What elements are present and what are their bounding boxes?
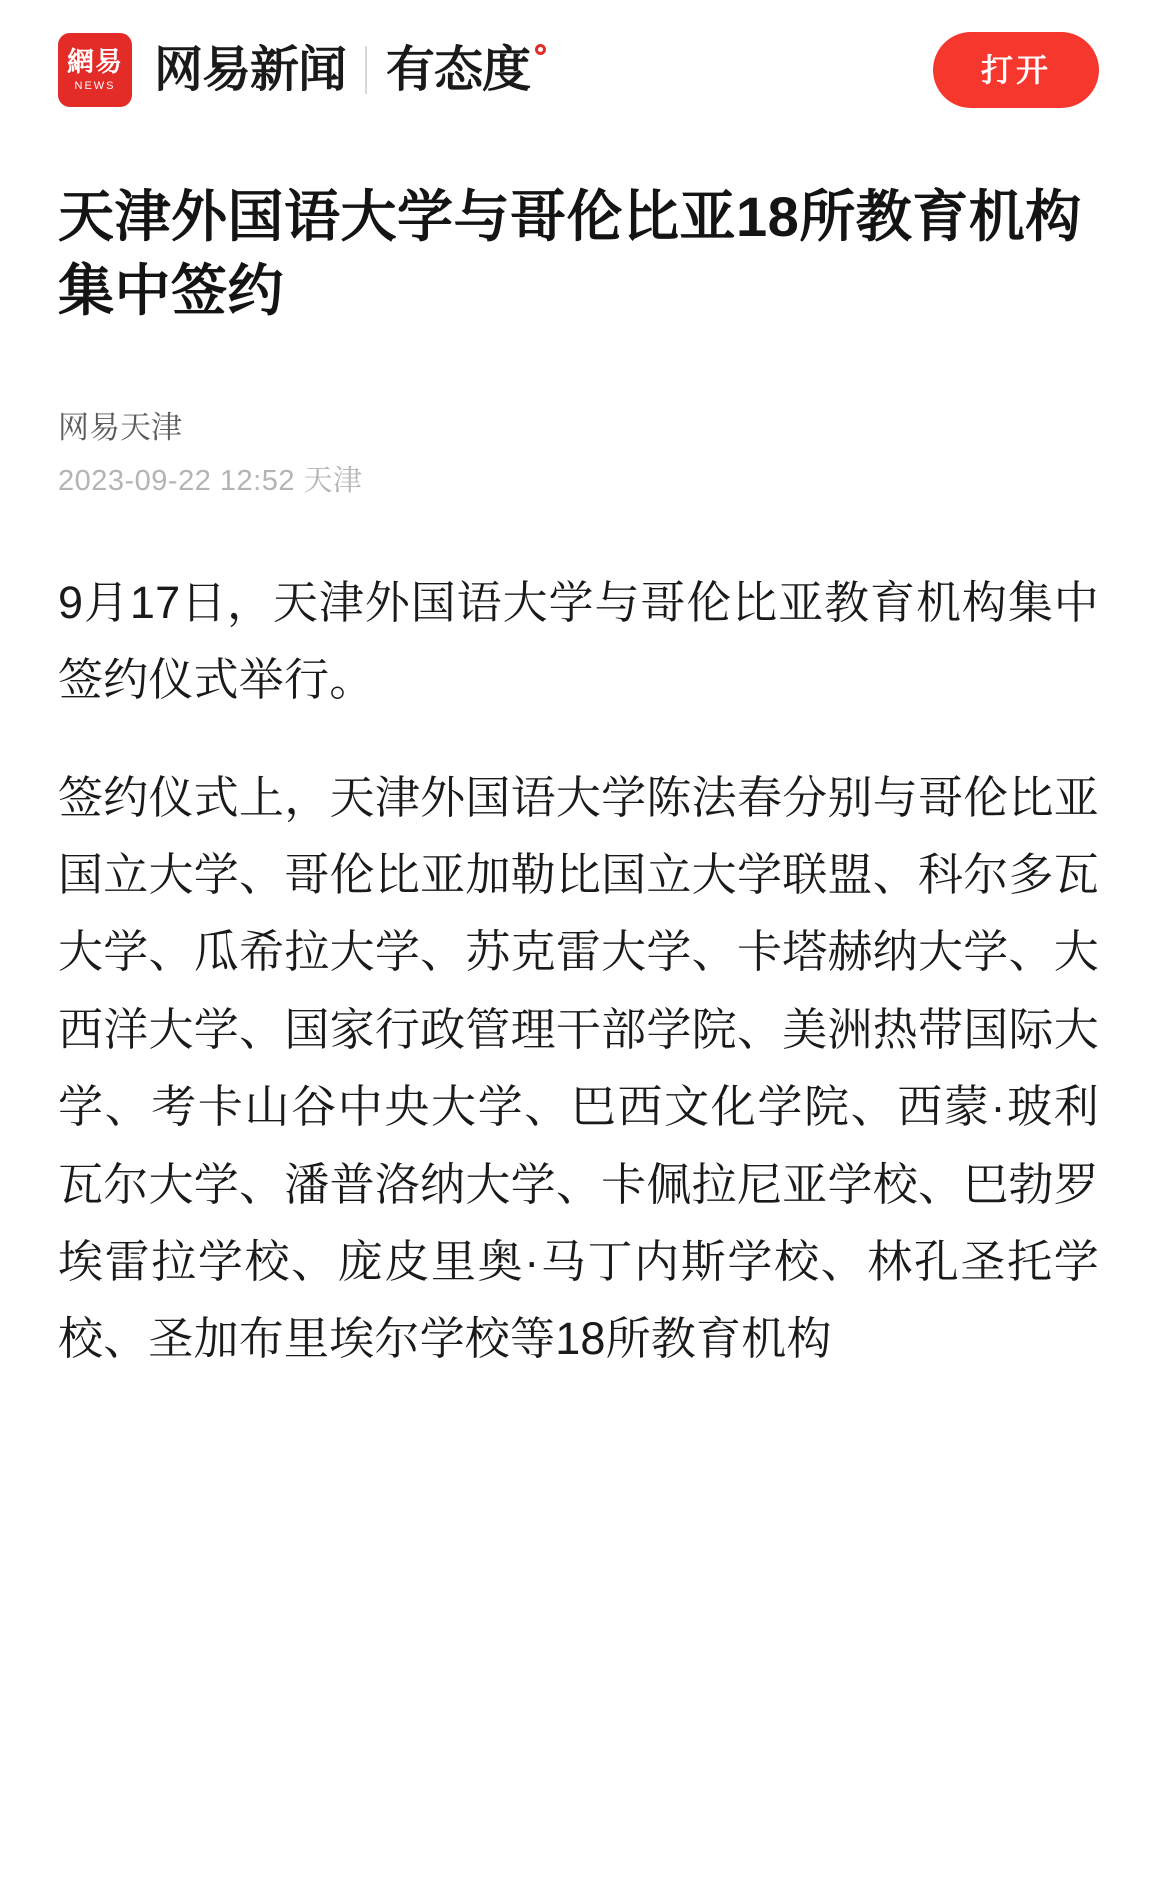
article-timestamp: 2023-09-22 12:52 天津 — [58, 465, 363, 498]
article-meta — [58, 406, 1099, 502]
article-body — [58, 564, 1099, 1378]
site-header — [58, 0, 1099, 128]
article-source[interactable]: 网易天津 — [58, 409, 182, 445]
open-app-button[interactable]: 打开 — [933, 32, 1099, 108]
article-paragraph: 签约仪式上，天津外国语大学陈法春分别与哥伦比亚国立大学、哥伦比亚加勒比国立大学联盟、科尔多瓦大学、瓜希拉大学、苏克雷大学、卡塔赫纳大学、大西洋大学、国家行政管理干部学院、美洲热带国际大学、考卡山谷中央大学、巴西文化学院、西蒙·玻利瓦尔大学、潘普洛纳大学、卡佩拉尼亚学校、巴勃罗埃雷拉学校、庞皮里奥·马丁内斯学校、林孔圣托学校、圣加布里埃尔学校等18所教育机构 — [58, 771, 1099, 1365]
brand-area[interactable] — [58, 33, 933, 107]
logo-english-text: NEWS — [74, 79, 116, 92]
brand-name-label: 网易新闻 — [154, 42, 347, 97]
brand-slogan-label — [386, 42, 531, 97]
page-title: 天津外国语大学与哥伦比亚18所教育机构集中签约 — [58, 185, 1082, 322]
brand-divider — [365, 46, 367, 94]
slogan-dot-icon — [535, 44, 546, 55]
netease-news-logo-icon — [58, 33, 132, 107]
brand-slogan-text: 有态度 — [386, 42, 531, 97]
article-paragraph: 9月17日，天津外国语大学与哥伦比亚教育机构集中签约仪式举行。 — [58, 576, 1099, 706]
logo-chinese-text: 網易 — [67, 46, 123, 77]
